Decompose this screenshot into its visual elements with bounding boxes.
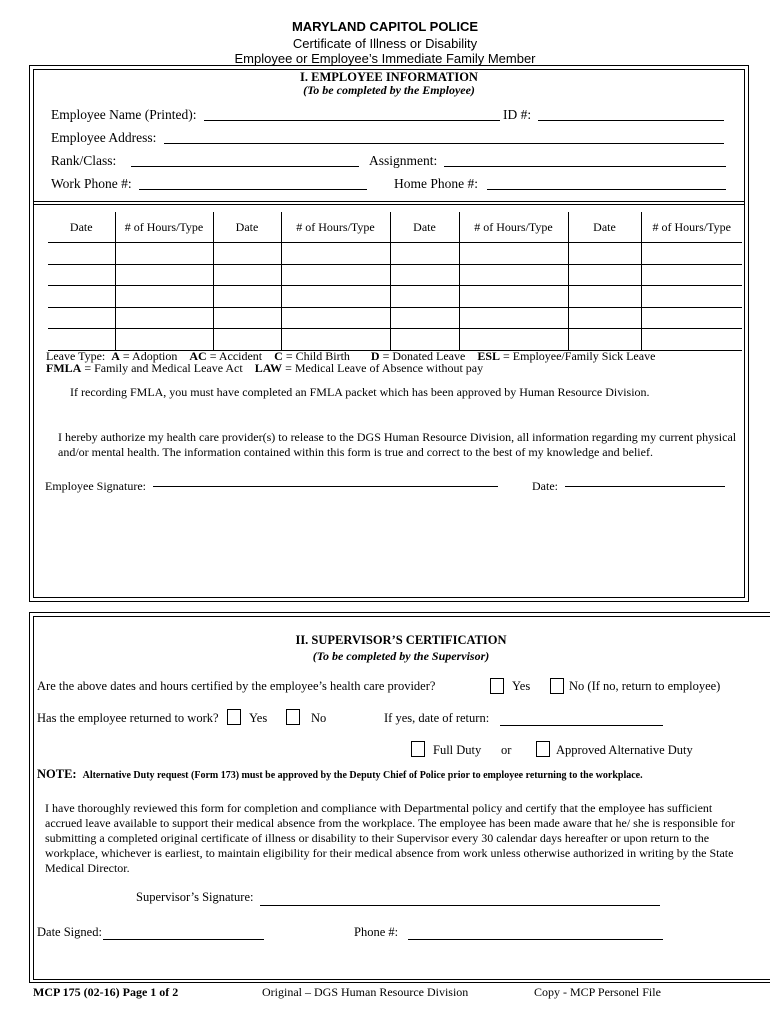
original-distribution: Original – DGS Human Resource Division: [262, 985, 469, 999]
return-date-label: If yes, date of return:: [384, 711, 490, 725]
supervisor-signature-field[interactable]: [260, 905, 660, 906]
returned-no-checkbox[interactable]: [286, 709, 300, 725]
note-text: Alternative Duty request (Form 173) must be approved by the Deputy Chief of Police prior to employee returning to the workplace.: [82, 770, 643, 781]
table-cell[interactable]: [459, 329, 568, 351]
table-row: [48, 264, 742, 286]
section1-subheading: (To be completed by the Employee): [303, 83, 475, 97]
table-cell[interactable]: [48, 307, 115, 329]
certified-no-label: No (If no, return to employee): [569, 679, 721, 693]
assignment-field[interactable]: [444, 166, 726, 167]
table-header-hours-type: # of Hours/Type: [115, 212, 213, 243]
certified-yes-label: Yes: [512, 679, 531, 693]
duty-or-text: or: [501, 743, 512, 757]
certified-question: Are the above dates and hours certified by the employee’s health care provider?: [37, 679, 436, 693]
work-phone-field[interactable]: [139, 189, 367, 190]
table-header-date: Date: [213, 212, 281, 243]
leave-desc: = Family and Medical Leave Act: [81, 361, 243, 375]
table-row: [48, 307, 742, 329]
table-cell[interactable]: [568, 243, 641, 265]
table-cell[interactable]: [281, 286, 390, 308]
employee-address-field[interactable]: [164, 143, 724, 144]
table-cell[interactable]: [568, 307, 641, 329]
section1-divider: [33, 201, 745, 202]
table-cell[interactable]: [390, 243, 459, 265]
alt-duty-note: [37, 767, 643, 782]
table-cell[interactable]: [115, 307, 213, 329]
section2-inner-border: [33, 616, 770, 980]
table-cell[interactable]: [459, 307, 568, 329]
note-label: NOTE:: [37, 767, 77, 781]
leave-hours-table: [48, 212, 742, 351]
supervisor-signature-label: Supervisor’s Signature:: [136, 890, 254, 904]
leave-code: C: [274, 349, 283, 363]
table-cell[interactable]: [281, 264, 390, 286]
table-cell[interactable]: [115, 286, 213, 308]
table-cell[interactable]: [568, 286, 641, 308]
leave-code: D: [370, 349, 380, 363]
returned-yes-label: Yes: [249, 711, 268, 725]
table-row: [48, 329, 742, 351]
section1-heading: I. EMPLOYEE INFORMATION: [300, 70, 478, 84]
home-phone-label: Home Phone #:: [394, 176, 478, 191]
table-cell[interactable]: [213, 307, 281, 329]
table-cell[interactable]: [48, 286, 115, 308]
table-cell[interactable]: [213, 286, 281, 308]
agency-title: MARYLAND CAPITOL POLICE: [291, 19, 479, 34]
assignment-label: Assignment:: [369, 153, 438, 168]
section2-heading: II. SUPERVISOR’S CERTIFICATION: [295, 633, 507, 647]
table-header-date: Date: [69, 219, 93, 234]
id-field[interactable]: [538, 120, 724, 121]
certified-no-checkbox[interactable]: [550, 678, 564, 694]
table-cell[interactable]: [115, 329, 213, 351]
table-row: [48, 286, 742, 308]
date-signed-label: Date Signed:: [37, 925, 102, 939]
copy-distribution: Copy - MCP Personel File: [534, 985, 661, 999]
authorization-statement: I hereby authorize my health care provider(s) to release to the DGS Human Resource Division, all information regarding my current physical and/or mental health. The information contained within this form is true and correct to the best of my knowledge and belief.: [58, 430, 737, 459]
leave-desc: = Employee/Family Sick Leave: [500, 349, 656, 363]
certified-yes-checkbox[interactable]: [490, 678, 504, 694]
table-header-hours-type: # of Hours/Type: [459, 212, 568, 243]
leave-desc: = Adoption: [119, 349, 178, 363]
employee-date-field[interactable]: [565, 486, 725, 487]
table-row: [48, 243, 742, 265]
table-cell[interactable]: [281, 329, 390, 351]
employee-signature-label: Employee Signature:: [45, 479, 146, 493]
table-cell[interactable]: [459, 264, 568, 286]
leave-desc: = Child Birth: [282, 349, 350, 363]
form-subtitle: Employee or Employee’s Immediate Family Member: [234, 51, 536, 66]
leave-desc: = Medical Leave of Absence without pay: [282, 361, 484, 375]
employee-address-label: Employee Address:: [51, 130, 157, 145]
table-header-date: Date: [568, 212, 641, 243]
home-phone-field[interactable]: [487, 189, 726, 190]
table-cell[interactable]: [115, 243, 213, 265]
leave-desc: = Donated Leave: [379, 349, 466, 363]
full-duty-label: Full Duty: [433, 743, 482, 757]
table-cell[interactable]: [390, 307, 459, 329]
leave-code: FMLA: [46, 361, 82, 375]
table-cell[interactable]: [390, 286, 459, 308]
returned-yes-checkbox[interactable]: [227, 709, 241, 725]
table-cell[interactable]: [641, 329, 742, 351]
alternative-duty-label: Approved Alternative Duty: [556, 743, 693, 757]
rank-class-label: Rank/Class:: [51, 153, 117, 168]
form-number: MCP 175 (02-16) Page 1 of 2: [33, 985, 179, 999]
employee-signature-field[interactable]: [153, 486, 498, 487]
section2-subheading: (To be completed by the Supervisor): [312, 649, 490, 663]
supervisor-phone-field[interactable]: [408, 939, 663, 940]
leave-code: LAW: [254, 361, 283, 375]
leave-type-legend-line2: [46, 361, 483, 376]
table-cell[interactable]: [281, 243, 390, 265]
employee-name-field[interactable]: [204, 120, 500, 121]
table-cell[interactable]: [568, 264, 641, 286]
alternative-duty-checkbox[interactable]: [536, 741, 550, 757]
table-cell[interactable]: [48, 264, 115, 286]
employee-name-label: Employee Name (Printed):: [51, 107, 197, 122]
rank-class-field[interactable]: [131, 166, 359, 167]
return-date-field[interactable]: [500, 725, 663, 726]
employee-date-label: Date:: [532, 479, 558, 493]
leave-type-label: Leave Type:: [46, 349, 106, 363]
table-cell[interactable]: [115, 264, 213, 286]
table-cell[interactable]: [459, 243, 568, 265]
leave-code: ESL: [477, 349, 501, 363]
returned-no-label: No: [311, 711, 327, 725]
table-cell[interactable]: [641, 307, 742, 329]
section1-divider-2: [33, 204, 745, 205]
table-cell[interactable]: [390, 329, 459, 351]
full-duty-checkbox[interactable]: [411, 741, 425, 757]
leave-desc: = Accident: [206, 349, 263, 363]
id-label: ID #:: [503, 107, 532, 122]
table-cell[interactable]: [213, 243, 281, 265]
table-cell[interactable]: [568, 329, 641, 351]
table-cell[interactable]: [459, 286, 568, 308]
table-cell[interactable]: [390, 264, 459, 286]
table-header-hours-type: # of Hours/Type: [281, 212, 390, 243]
date-signed-field[interactable]: [103, 939, 264, 940]
table-cell[interactable]: [213, 264, 281, 286]
table-cell[interactable]: [641, 286, 742, 308]
table-header-hours-type: # of Hours/Type: [641, 212, 742, 243]
supervisor-phone-label: Phone #:: [354, 925, 399, 939]
table-cell[interactable]: [641, 243, 742, 265]
fmla-note: If recording FMLA, you must have completed an FMLA packet which has been approved by Human Resource Division.: [70, 385, 650, 399]
table-cell[interactable]: [281, 307, 390, 329]
supervisor-certification-statement: I have thoroughly reviewed this form for completion and compliance with Departmental policy and certify that the employee has sufficient accrued leave available to support their medical absence from the workplace. The employee has been made aware that he/ she is responsible for submitting a completed original certificate of illness or disability to their Supervisor every 30 calendar days hereafter or upon return to the workplace, whichever is earliest, to maintain eligibility for their medical absence from work unless otherwise authorized in writing by the State Medical Director.: [45, 801, 735, 875]
table-cell[interactable]: [213, 329, 281, 351]
table-cell[interactable]: [48, 329, 115, 351]
returned-question: Has the employee returned to work?: [37, 711, 219, 725]
leave-code: A: [111, 349, 120, 363]
work-phone-label: Work Phone #:: [51, 176, 132, 191]
form-title: Certificate of Illness or Disability: [292, 36, 478, 51]
table-header-date: Date: [390, 212, 459, 243]
table-cell[interactable]: [48, 243, 115, 265]
leave-code: AC: [189, 349, 207, 363]
table-cell[interactable]: [641, 264, 742, 286]
